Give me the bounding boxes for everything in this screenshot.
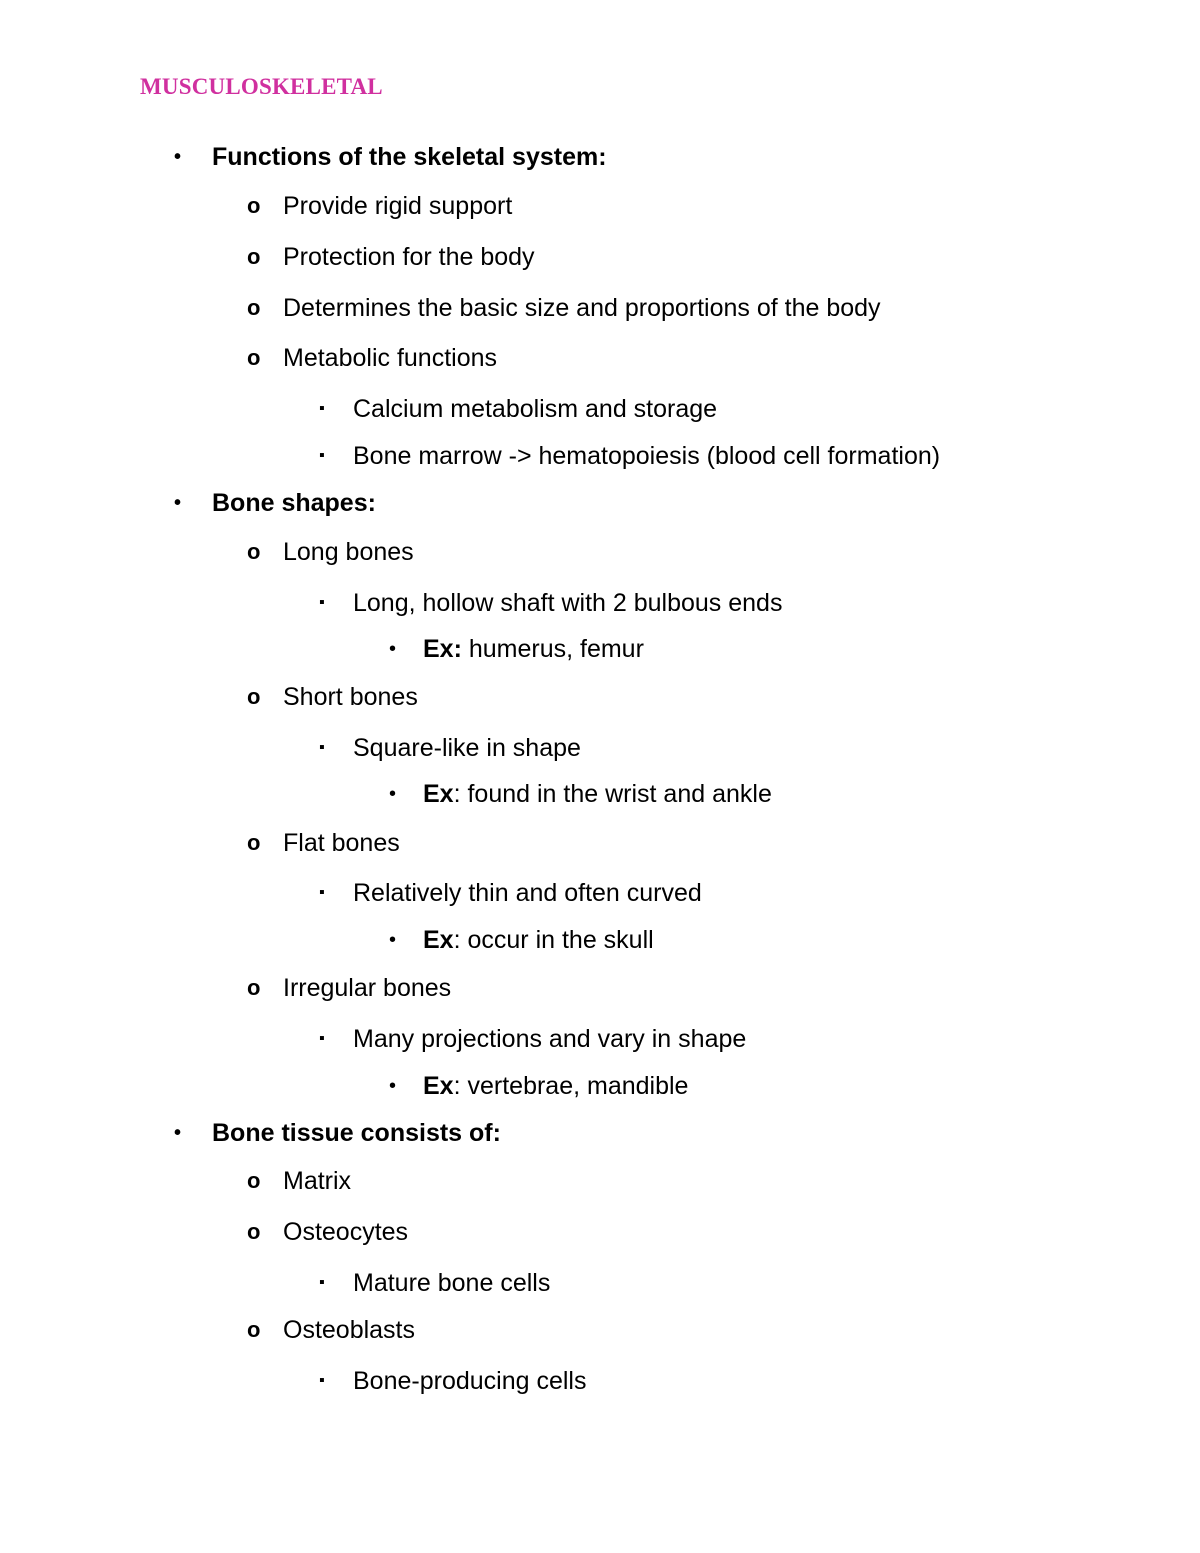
square-marker: ▪ <box>319 1372 325 1389</box>
bullet-marker: • <box>174 1122 182 1144</box>
list-item <box>247 191 513 221</box>
circle-marker: o <box>247 1317 261 1342</box>
circle-marker: o <box>247 975 261 1000</box>
circle-marker: o <box>247 1219 261 1244</box>
square-marker: ▪ <box>319 739 325 756</box>
example-label: Ex <box>423 926 454 954</box>
square-marker: ▪ <box>319 884 325 901</box>
list-item <box>247 1217 409 1247</box>
list-item-text: Provide rigid support <box>283 192 513 220</box>
sub-list-item-text: Bone marrow -> hematopoiesis (blood cell formation) <box>353 442 941 470</box>
example-label: Ex: <box>423 635 462 663</box>
example-text: : found in the wrist and ankle <box>453 780 772 808</box>
list-item <box>247 242 535 272</box>
sub-list-item-text: Mature bone cells <box>353 1269 551 1297</box>
circle-marker: o <box>247 1168 261 1193</box>
circle-marker: o <box>247 684 261 709</box>
sub-list-item <box>319 1366 587 1396</box>
example-text: : occur in the skull <box>453 926 654 954</box>
bullet-marker: • <box>174 146 182 168</box>
example-item <box>389 1071 689 1101</box>
sub-list-item <box>319 1268 551 1298</box>
square-marker: ▪ <box>319 400 325 417</box>
example-item <box>389 779 772 809</box>
section-heading-text: Bone shapes: <box>212 489 376 517</box>
section-heading <box>174 142 607 172</box>
list-item-text: Irregular bones <box>283 974 452 1002</box>
bullet-marker: • <box>389 783 397 805</box>
example-text: humerus, femur <box>461 635 644 663</box>
list-item-text: Metabolic functions <box>283 344 498 372</box>
circle-marker: o <box>247 244 261 269</box>
page-title: MUSCULOSKELETAL <box>140 74 383 99</box>
sub-list-item-text: Calcium metabolism and storage <box>353 395 718 423</box>
list-item-text: Matrix <box>283 1167 352 1195</box>
list-item <box>247 343 498 373</box>
list-item <box>247 293 881 323</box>
circle-marker: o <box>247 830 261 855</box>
list-item <box>247 973 452 1003</box>
list-item-text: Short bones <box>283 683 418 711</box>
square-marker: ▪ <box>319 1274 325 1291</box>
sub-list-item-text: Long, hollow shaft with 2 bulbous ends <box>353 589 783 617</box>
section-heading <box>174 1118 501 1148</box>
example-text: : vertebrae, mandible <box>453 1072 689 1100</box>
list-item-text: Protection for the body <box>283 243 535 271</box>
square-marker: ▪ <box>319 447 325 464</box>
list-item-text: Osteocytes <box>283 1218 409 1246</box>
sub-list-item-text: Many projections and vary in shape <box>353 1025 747 1053</box>
square-marker: ▪ <box>319 1030 325 1047</box>
example-label: Ex <box>423 780 454 808</box>
sub-list-item <box>319 1024 747 1054</box>
circle-marker: o <box>247 295 261 320</box>
example-item <box>389 925 654 955</box>
bullet-marker: • <box>389 1075 397 1097</box>
list-item <box>247 537 414 567</box>
bullet-marker: • <box>389 638 397 660</box>
bullet-marker: • <box>174 492 182 514</box>
example-item <box>389 634 644 664</box>
section-heading-text: Bone tissue consists of: <box>212 1119 501 1147</box>
sub-list-item <box>319 878 702 908</box>
sub-list-item <box>319 733 581 763</box>
list-item <box>247 1315 416 1345</box>
list-item <box>247 1166 352 1196</box>
example-label: Ex <box>423 1072 454 1100</box>
sub-list-item <box>319 588 783 618</box>
circle-marker: o <box>247 539 261 564</box>
bullet-marker: • <box>389 929 397 951</box>
sub-list-item <box>319 394 718 424</box>
list-item <box>247 682 418 712</box>
section-heading-text: Functions of the skeletal system: <box>212 143 607 171</box>
list-item-text: Long bones <box>283 538 414 566</box>
sub-list-item <box>319 441 941 471</box>
sub-list-item-text: Relatively thin and often curved <box>353 879 702 907</box>
sub-list-item-text: Bone-producing cells <box>353 1367 587 1395</box>
circle-marker: o <box>247 193 261 218</box>
list-item-text: Determines the basic size and proportions of the body <box>283 294 881 322</box>
section-heading <box>174 488 376 518</box>
list-item-text: Osteoblasts <box>283 1316 416 1344</box>
circle-marker: o <box>247 345 261 370</box>
list-item <box>247 828 400 858</box>
sub-list-item-text: Square-like in shape <box>353 734 581 762</box>
list-item-text: Flat bones <box>283 829 400 857</box>
square-marker: ▪ <box>319 594 325 611</box>
